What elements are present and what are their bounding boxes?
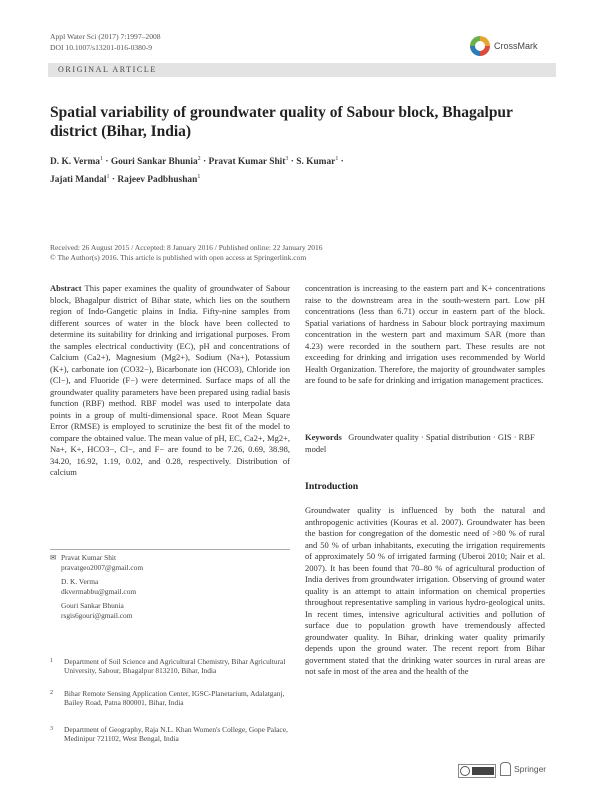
crossmark-icon [470, 36, 490, 56]
doi[interactable]: DOI 10.1007/s13201-016-0380-9 [50, 43, 153, 52]
abstract-right: concentration is increasing to the eastern part and K+ concentrations raise to the downstream area in the south-western part. Low pH concentrations (less than 6.71) occur in eastern part of the block. Spatial variations of hardness in Sabour block portraying maximum concentration in the western part and maximum SAR (more than 4.23) were recorded in the southern part. These results are not exceeding for drinking and irrigation uses recommended by World Health Organization. Therefore, the majority of groundwater samples are found to be safe for drinking and irrigation management practices. [305, 283, 545, 385]
affiliation: 3 Department of Geography, Raja N.L. Khan Women's College, Gope Palace, Medinipur 721102, West Bengal, India [50, 725, 288, 744]
contact-block [50, 553, 290, 620]
paper-title: Spatial variability of groundwater quality of Sabour block, Bhagalpur district (Bihar, India) [50, 104, 513, 140]
author[interactable]: S. Kumar [296, 157, 336, 168]
keywords [305, 432, 545, 455]
abstract-heading: Abstract [50, 283, 82, 293]
contact-email[interactable]: pravatgeo2007@gmail.com [61, 562, 144, 572]
introduction-text: Groundwater quality is influenced by both the natural and anthropogenic activities (Kouras et al. 2007). Groundwater has been the bastion for congregation of the domestic need of >80 % of rural and 50 % of urban inhabitants, executing the irrigation requirements of approximately 50 % of irrigated farming (Uberoi 2010; Nair et al. 2007). It has been found that 70–80 % of agricultural production of India derives from groundwater irrigation. Observing of ground water quality is an attempt to attain information on chemical properties throughout representative sampling in various hydro-geological units. In recent times, intensive agricultural activities and pollution of surface due to population growth have tremendously affected groundwater quality. In Bihar, drinking water quality primarily depends upon the ground water. The recent report from Bihar government stated that the drinking water sources in rural areas are not safe in most of the area and the health of the [305, 505, 545, 676]
crossmark-badge[interactable] [470, 34, 560, 58]
author[interactable]: D. K. Verma [50, 157, 100, 168]
affiliation: 2 Bihar Remote Sensing Application Center, IGSC-Planetarium, Adalatganj, Bailey Road, Patna 800001, Bihar, India [50, 689, 285, 708]
footnote-divider [50, 549, 290, 550]
crossmark-label: CrossMark [494, 41, 538, 51]
author[interactable]: Gouri Sankar Bhunia [110, 157, 198, 168]
author[interactable]: Pravat Kumar Shit [208, 157, 286, 168]
received-line: Received: 26 August 2015 / Accepted: 8 January 2016 / Published online: 22 January 2016 [50, 243, 323, 252]
contact-name: Pravat Kumar Shit [61, 553, 117, 562]
contact-email[interactable]: dkvermabbu@gmail.com [61, 586, 137, 596]
contact-name: D. K. Verma [61, 577, 99, 586]
contact-email[interactable]: rsgis6gouri@gmail.com [61, 610, 133, 620]
abstract-text: This paper examines the quality of groundwater of Sabour block, Bhagalpur district of Bihar state, which lies on the southern region of Indo-Gangetic plains in India. Fifty-nine samples from different sources of water in the block have been collected to determine its suitability for drinking and irrigational purposes. From the samples electrical conductivity (EC), pH and concentrations of Calcium (Ca2+), Magnesium (Mg2+), Sodium (Na+), Potassium (K+), carbonate ion (CO32−), Bicarbonate ion (HCO3), Chloride ion (Cl−), and Fluoride (F−) were determined. Surface maps of all the groundwater quality parameters have been prepared using radial basis function (RBF) method. RBF model was used to interpolate data points in a group of multi-dimensional space. Root Mean Square Error (RMSE) is employed to scrutinize the best fit of the model to compare the obtained value. The mean value of pH, EC, Ca2+, Mg2+, Na+, K+, HCO3−, Cl−, and F− are found to be 7.26, 0.69, 38.98, 34.20, 16.92, 1.19, 0.02, and 0.28, respectively. Distribution of calcium [50, 283, 290, 477]
introduction-heading: Introduction [305, 481, 359, 492]
journal-citation: Appl Water Sci (2017) 7:1997–2008 [50, 32, 161, 41]
creative-commons-icon [458, 764, 496, 778]
affiliation: 1 Department of Soil Science and Agricultural Chemistry, Bihar Agricultural University, Sabour, Bhagalpur 813210, Bihar, India [50, 657, 286, 676]
envelope-icon: ✉ [50, 553, 57, 562]
abstract-left [50, 283, 290, 479]
section-label: ORIGINAL ARTICLE [58, 65, 157, 74]
contact-name: Gouri Sankar Bhunia [61, 601, 124, 610]
publication-dates [50, 243, 550, 262]
keywords-heading: Keywords [305, 432, 342, 442]
author[interactable]: Jajati Mandal [50, 175, 107, 186]
author[interactable]: Rajeev Padbhushan [117, 175, 198, 186]
copyright-line: © The Author(s) 2016. This article is published with open access at Springerlink.com [50, 252, 307, 262]
author-list: D. K. Verma$^1$ · Gouri Sankar Bhunia$^2$ · Pravat Kumar Shit$^3$ · S. Kumar$^1$ · Jajati Mandal$^1$ · Rajeev Padbhushan$^1$ [50, 156, 344, 186]
publisher-name: Springer [514, 764, 547, 774]
springer-logo [500, 762, 546, 776]
keywords-text: Groundwater quality · Spatial distribution · GIS · RBF model [305, 432, 535, 454]
springer-horse-icon [500, 762, 511, 776]
